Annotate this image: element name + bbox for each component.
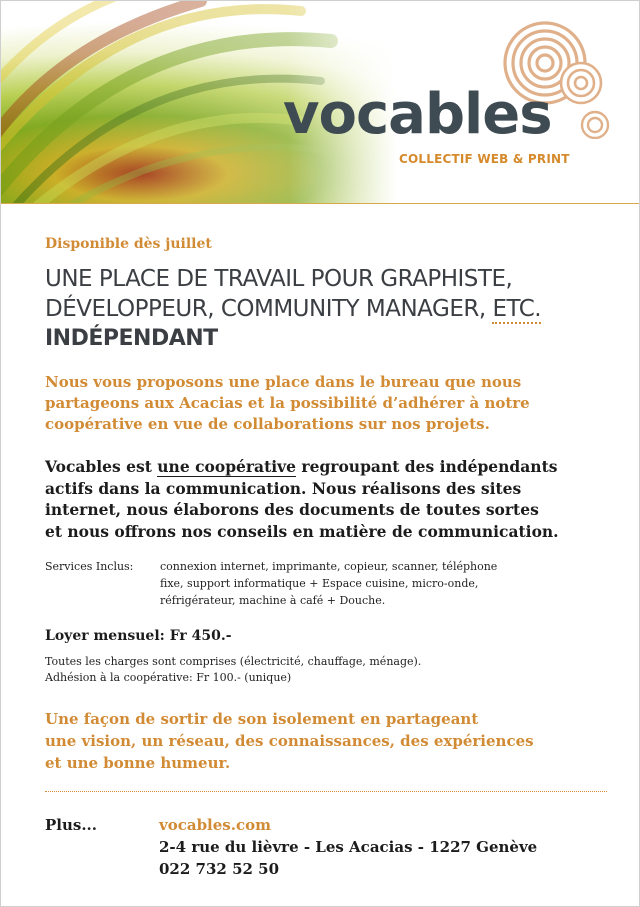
- contact-block: [159, 814, 537, 880]
- closing-line: Une façon de sortir de son isolement en partageant: [45, 710, 479, 728]
- about-line-1-a: Vocables est: [45, 457, 158, 476]
- closing-line: une vision, un réseau, des connaissances, des expériences: [45, 732, 534, 750]
- cooperative-link[interactable]: une coopérative: [157, 457, 297, 476]
- charges-note: [45, 654, 421, 686]
- about-line-3: internet, nous élaborons des documents de toutes sortes: [45, 500, 539, 519]
- services-label: Services Inclus:: [45, 560, 134, 573]
- services-list: [160, 558, 610, 609]
- title-line-2: [45, 294, 541, 324]
- closing-paragraph: [45, 708, 605, 774]
- phone-number[interactable]: 022 732 52 50: [159, 860, 280, 878]
- services-line: connexion internet, imprimante, copieur, scanner, téléphone: [160, 560, 498, 573]
- title-line-3: INDÉPENDANT: [45, 326, 218, 351]
- about-line-4: et nous offrons nos conseils en matière de communication.: [45, 521, 559, 541]
- charges-line-2: Adhésion à la coopérative: Fr 100.- (unique): [45, 671, 292, 684]
- title-line-1: UNE PLACE DE TRAVAIL POUR GRAPHISTE,: [45, 266, 513, 292]
- page-title: [45, 264, 541, 354]
- charges-line-1: Toutes les charges sont comprises (électricité, chauffage, ménage).: [45, 655, 422, 668]
- services-line: réfrigérateur, machine à café + Douche.: [160, 594, 386, 607]
- about-line-1-b: regroupant des indépendants: [296, 457, 558, 476]
- footer-divider: [45, 791, 607, 792]
- monthly-rent: Loyer mensuel: Fr 450.-: [45, 628, 232, 644]
- intro-line: partageons aux Acacias et la possibilité d’adhérer à notre: [45, 394, 530, 412]
- address: 2-4 rue du lièvre - Les Acacias - 1227 Genève: [159, 838, 538, 856]
- intro-paragraph: [45, 372, 605, 435]
- header: [1, 1, 639, 204]
- website-link[interactable]: vocables.com: [159, 816, 271, 834]
- about-line-2: actifs dans la communication. Nous réalisons des sites: [45, 478, 522, 498]
- brand-tagline: COLLECTIF WEB & PRINT: [399, 152, 570, 166]
- closing-line: et une bonne humeur.: [45, 754, 231, 772]
- title-line-2-text: DÉVELOPPEUR, COMMUNITY MANAGER,: [45, 296, 493, 322]
- availability-note: Disponible dès juillet: [45, 236, 212, 252]
- intro-line: Nous vous proposons une place dans le bureau que nous: [45, 373, 522, 391]
- intro-line: coopérative en vue de collaborations sur nos projets.: [45, 415, 490, 433]
- title-etc: ETC.: [492, 296, 542, 322]
- about-line-1: [45, 456, 605, 478]
- about-paragraph: [45, 456, 605, 542]
- services-line: fixe, support informatique + Espace cuisine, micro-onde,: [160, 577, 479, 590]
- header-divider: [1, 203, 639, 204]
- more-info-label: Plus...: [45, 816, 97, 834]
- brand-name: vocables: [283, 82, 552, 147]
